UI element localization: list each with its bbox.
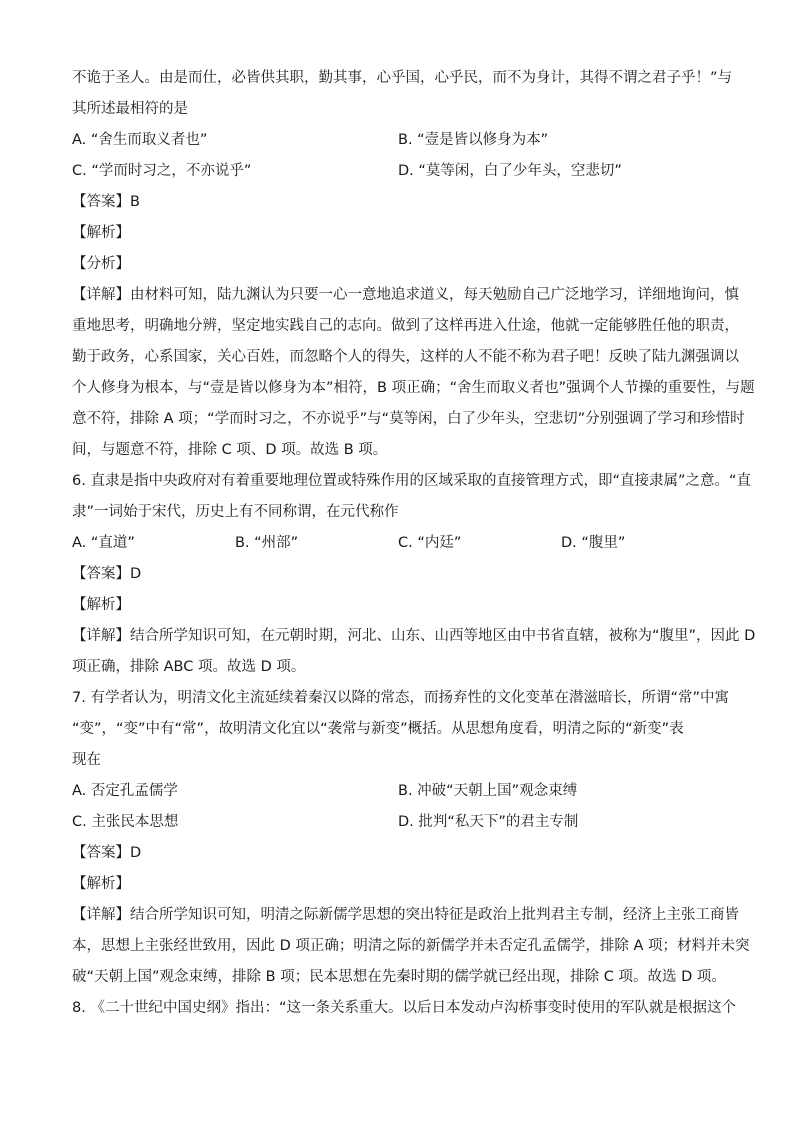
q5-stem-line: 不诡于圣人。由是而仕，必皆供其职，勤其事，心乎国，心乎民，而不为身计，其得不谓之君子乎！”与 <box>72 70 733 86</box>
q6-detail-line: 项正确，排除 ABC 项。故选 D 项。 <box>72 659 306 675</box>
q7-stem-line: 7. 有学者认为，明清文化主流延续着秦汉以降的常态，而扬弃性的文化变革在潜滋暗长，所谓“常”中寓 <box>72 690 729 706</box>
page-content <box>72 63 756 1024</box>
q5-detail-line: 重地思考，明确地分辨，坚定地实践自己的志向。做到了这样再进入仕途，他就一定能够胜任他的职责， <box>72 318 739 334</box>
q6-option-b: B. “州部” <box>235 535 299 551</box>
q5-detail-line: 间，与题意不符，排除 C 项、D 项。故选 B 项。 <box>72 442 388 458</box>
q7-option-b: B. 冲破“天朝上国”观念束缚 <box>398 783 578 799</box>
q6-options-row <box>72 528 724 559</box>
q6-stem-line: 隶”一词始于宋代，历史上有不同称谓，在元代称作 <box>72 504 399 520</box>
q7-options-row-2 <box>72 807 724 838</box>
q5-answer: 【答案】B <box>72 194 140 210</box>
q7-option-d: D. 批判“私天下”的君主专制 <box>398 814 579 830</box>
q7-option-c: C. 主张民本思想 <box>72 814 179 830</box>
q5-option-c: C. “学而时习之，不亦说乎” <box>72 163 252 179</box>
q7-stem-line: “变”，“变”中有“常”，故明清文化宜以“袭常与新变”概括。从思想角度看，明清之际的“新变”表 <box>72 721 684 737</box>
q5-detail-line: 勤于政务，心系国家，关心百姓，而忽略个人的得失，这样的人不能不称为君子吧！反映了陆九渊强调以 <box>72 349 739 365</box>
q7-jiexi-label: 【解析】 <box>72 876 130 892</box>
q5-options-row-1 <box>72 125 724 156</box>
q5-detail-line: 【详解】由材料可知，陆九渊认为只要一心一意地追求道义，每天勉励自己广泛地学习，详细地询问，慎 <box>72 287 739 303</box>
q5-detail-line: 个人修身为根本，与“壹是皆以修身为本”相符，B 项正确；“舍生而取义者也”强调个人节操的重要性，与题 <box>72 380 755 396</box>
q5-option-b: B. “壹是皆以修身为本” <box>398 132 549 148</box>
q6-stem-line: 6. 直隶是指中央政府对有着重要地理位置或特殊作用的区域采取的直接管理方式，即“直接隶属”之意。“直 <box>72 473 751 489</box>
q7-detail-line: 破“天朝上国”观念束缚，排除 B 项；民本思想在先秦时期的儒学就已经出现，排除 C 项。故选 D 项。 <box>72 969 726 985</box>
q5-detail-line: 意不符，排除 A 项；“学而时习之，不亦说乎”与“莫等闲，白了少年头，空悲切”分别强调了学习和珍惜时 <box>72 411 745 427</box>
q7-option-a: A. 否定孔孟儒学 <box>72 783 178 799</box>
q5-jiexi-label: 【解析】 <box>72 225 130 241</box>
q5-stem-line: 其所述最相符的是 <box>72 101 188 117</box>
q6-detail-line: 【详解】结合所学知识可知，在元朝时期，河北、山东、山西等地区由中书省直辖，被称为“腹里”，因此 D <box>72 628 756 644</box>
q7-stem-line: 现在 <box>72 752 101 768</box>
q5-options-row-2 <box>72 156 724 187</box>
q8-stem-line: 8. 《二十世纪中国史纲》指出：“这一条关系重大。以后日本发动卢沟桥事变时使用的军队就是根据这个 <box>72 1000 736 1016</box>
q7-detail-line: 【详解】结合所学知识可知，明清之际新儒学思想的突出特征是政治上批判君主专制，经济上主张工商皆 <box>72 907 739 923</box>
q6-option-c: C. “内廷” <box>398 535 462 551</box>
q5-fenxi-label: 【分析】 <box>72 256 130 272</box>
q7-options-row-1 <box>72 776 724 807</box>
q6-answer: 【答案】D <box>72 566 142 582</box>
q5-option-d: D. “莫等闲，白了少年头，空悲切” <box>398 163 622 179</box>
q7-detail-line: 本，思想上主张经世致用，因此 D 项正确；明清之际的新儒学并未否定孔孟儒学，排除 A 项；材料并未突 <box>72 938 750 954</box>
q6-jiexi-label: 【解析】 <box>72 597 130 613</box>
q6-option-a: A. “直道” <box>72 535 135 551</box>
q5-option-a: A. “舍生而取义者也” <box>72 132 208 148</box>
q6-option-d: D. “腹里” <box>561 535 626 551</box>
q7-answer: 【答案】D <box>72 845 142 861</box>
